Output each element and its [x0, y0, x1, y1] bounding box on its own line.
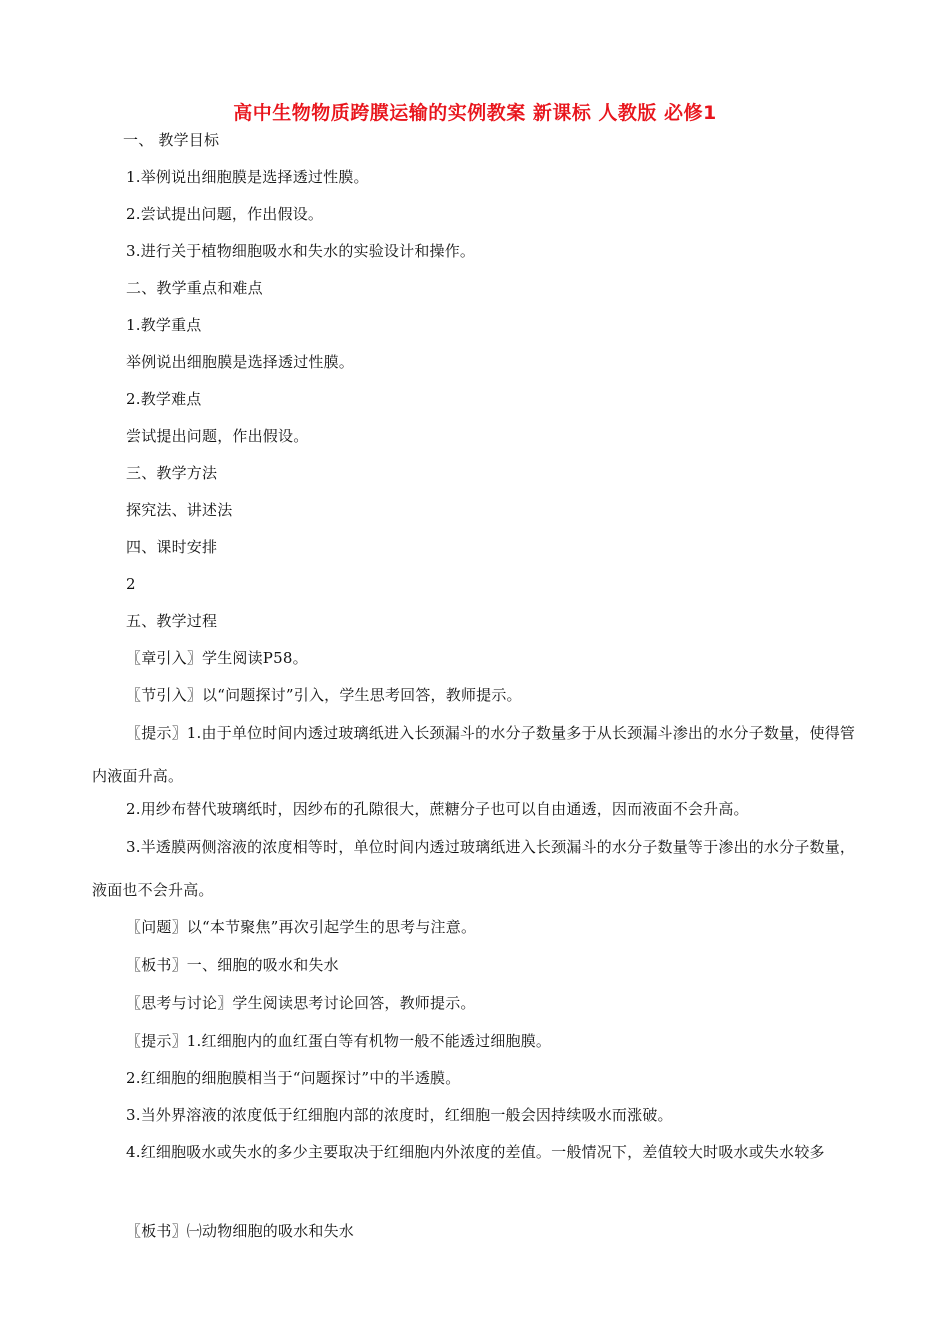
paragraph: 〖问题〗以“本节聚焦”再次引起学生的思考与注意。 — [126, 918, 477, 936]
paragraph: 〖提示〗1.红细胞内的血红蛋白等有机物一般不能透过细胞膜。 — [126, 1032, 552, 1050]
paragraph: 举例说出细胞膜是选择透过性膜。 — [126, 353, 355, 371]
section-heading-methods: 三、教学方法 — [126, 464, 218, 482]
paragraph: 3.当外界溶液的浓度低于红细胞内部的浓度时，红细胞一般会因持续吸水而涨破。 — [126, 1106, 673, 1124]
paragraph: 1.教学重点 — [126, 316, 202, 334]
section-heading-objectives: 一、 教学目标 — [123, 131, 220, 149]
paragraph: 〖板书〗一、细胞的吸水和失水 — [126, 956, 339, 974]
paragraph: 〖板书〗㈠动物细胞的吸水和失水 — [126, 1222, 355, 1240]
section-heading-key-points: 二、教学重点和难点 — [126, 279, 263, 297]
paragraph: 〖章引入〗学生阅读P58。 — [126, 649, 308, 667]
paragraph: 3.半透膜两侧溶液的浓度相等时，单位时间内透过玻璃纸进入长颈漏斗的水分子数量等于渗出的水分子数量，液面也不会升高。 — [92, 838, 856, 899]
paragraph: 2.红细胞的细胞膜相当于“问题探讨”中的半透膜。 — [126, 1069, 461, 1087]
paragraph: 〖提示〗1.由于单位时间内透过玻璃纸进入长颈漏斗的水分子数量多于从长颈漏斗渗出的水分子数量，使得管内液面升高。 — [92, 724, 856, 785]
paragraph: 2.教学难点 — [126, 390, 202, 408]
paragraph: 2.尝试提出问题，作出假设。 — [126, 205, 324, 223]
section-heading-process: 五、教学过程 — [126, 612, 218, 630]
paragraph: 3.进行关于植物细胞吸水和失水的实验设计和操作。 — [126, 242, 476, 260]
paragraph: 2.用纱布替代玻璃纸时，因纱布的孔隙很大，蔗糖分子也可以自由通透，因而液面不会升高。 — [126, 800, 749, 818]
document-title: 高中生物物质跨膜运输的实例教案 新课标 人教版 必修1 — [233, 102, 717, 124]
section-heading-schedule: 四、课时安排 — [126, 538, 218, 556]
paragraph: 2 — [126, 575, 136, 593]
paragraph: 4.红细胞吸水或失水的多少主要取决于红细胞内外浓度的差值。一般情况下，差值较大时吸水或失水较多 — [126, 1143, 825, 1161]
paragraph: 〖思考与讨论〗学生阅读思考讨论回答，教师提示。 — [126, 994, 476, 1012]
paragraph: 探究法、讲述法 — [126, 501, 233, 519]
paragraph: 〖节引入〗以“问题探讨”引入，学生思考回答，教师提示。 — [126, 686, 522, 704]
paragraph: 1.举例说出细胞膜是选择透过性膜。 — [126, 168, 369, 186]
paragraph: 尝试提出问题，作出假设。 — [126, 427, 309, 445]
